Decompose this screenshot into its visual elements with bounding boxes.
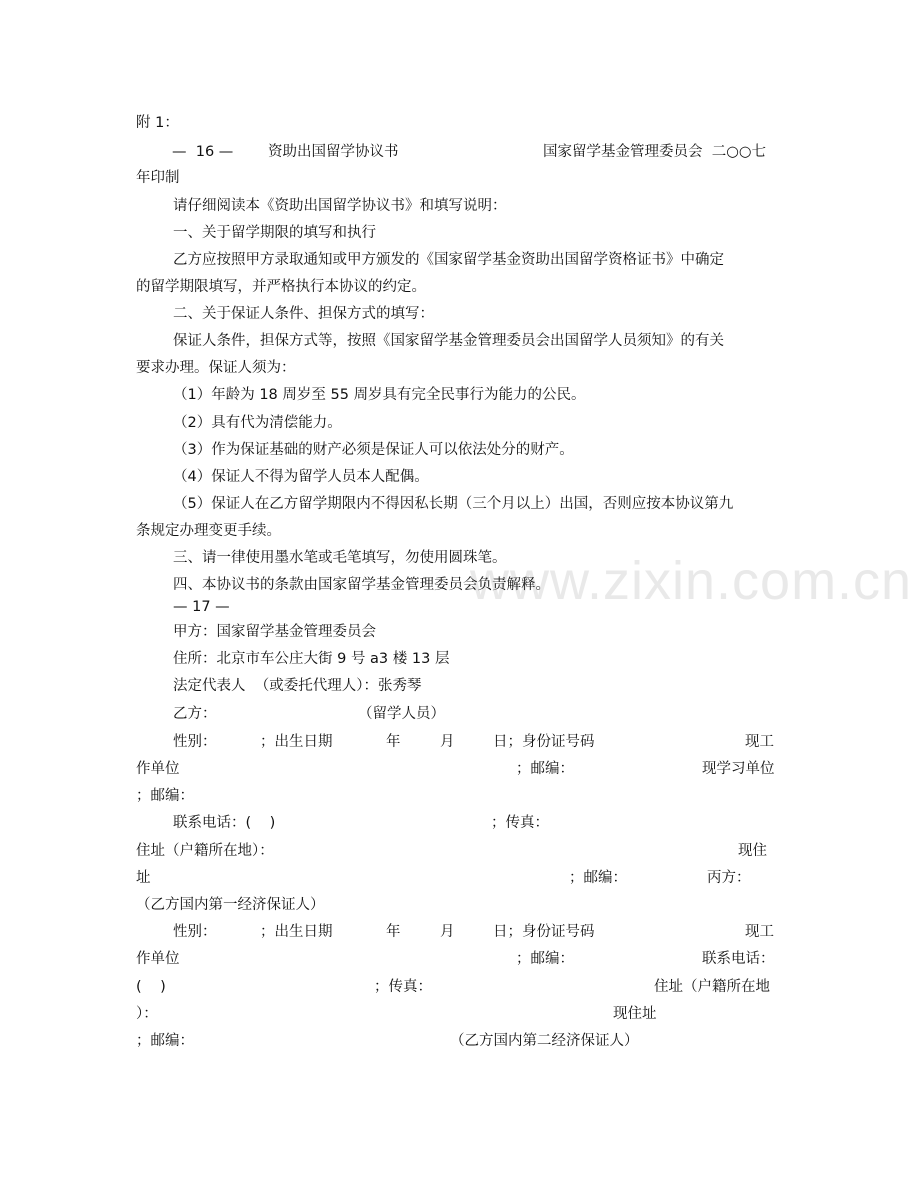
field-label: 联系电话：( ): [173, 815, 276, 831]
list-item: （3）作为保证基础的财产必须是保证人可以依法处分的财产。: [173, 442, 574, 458]
field-label: ；出生日期: [260, 734, 333, 750]
section-heading-3: 三、请一律使用墨水笔或毛笔填写，勿使用圆珠笔。: [173, 550, 507, 566]
party-a-address: 住所：北京市车公庄大街 9 号 a3 楼 13 层: [173, 651, 450, 667]
field-label: ( ): [136, 979, 166, 995]
field-label: ；传真：: [374, 979, 432, 995]
field-label: ；邮编：: [516, 951, 574, 967]
issuer-line: 国家留学基金管理委员会 二○○七: [543, 144, 767, 160]
field-label: 年: [386, 924, 401, 940]
page-number: — 16 —: [172, 144, 234, 160]
list-item: （5）保证人在乙方留学期限内不得因私长期（三个月以上）出国，否则应按本协议第九: [173, 496, 734, 512]
field-label: ）：: [136, 1006, 158, 1022]
field-label: ；邮编：: [136, 1033, 194, 1049]
party-a-line: 甲方：国家留学基金管理委员会: [173, 624, 376, 640]
field-label: 址: [136, 870, 151, 886]
field-label: 性别：: [173, 734, 217, 750]
field-label: ；传真：: [491, 815, 549, 831]
list-item: （4）保证人不得为留学人员本人配偶。: [173, 469, 429, 485]
section-heading-1: 一、关于留学期限的填写和执行: [173, 225, 376, 241]
field-label: ；邮编：: [569, 870, 627, 886]
field-label: 日；身份证号码: [493, 924, 595, 940]
field-label: 现工: [745, 924, 774, 940]
field-label: 现工: [745, 734, 774, 750]
field-label: 现住址: [613, 1006, 657, 1022]
field-label: 住址（户籍所在地）：: [136, 843, 274, 859]
party-c-label: 丙方：: [707, 870, 751, 886]
field-label: 现住: [738, 843, 767, 859]
field-label: 性别：: [173, 924, 217, 940]
paragraph-line: 条规定办理变更手续。: [136, 523, 281, 539]
page-number: — 17 —: [173, 599, 230, 615]
reading-instruction: 请仔细阅读本《资助出国留学协议书》和填写说明：: [173, 198, 507, 214]
watermark-text: www.zixin.com.cn: [470, 551, 913, 611]
field-label: 作单位: [136, 761, 180, 777]
section-heading-2: 二、关于保证人条件、担保方式的填写：: [173, 306, 434, 322]
field-label: 日；身份证号码: [493, 734, 595, 750]
field-label: 月: [440, 924, 455, 940]
field-label: ；邮编：: [136, 788, 194, 804]
field-label: 年: [386, 734, 401, 750]
paragraph-line: 乙方应按照甲方录取通知或甲方颁发的《国家留学基金资助出国留学资格证书》中确定: [173, 252, 724, 268]
print-note: 年印制: [136, 170, 180, 186]
party-b-role: （留学人员）: [358, 706, 445, 722]
field-label: 月: [440, 734, 455, 750]
field-label: 联系电话：: [702, 951, 775, 967]
section-heading-4: 四、本协议书的条款由国家留学基金管理委员会负责解释。: [173, 577, 550, 593]
field-label: 作单位: [136, 951, 180, 967]
paragraph-line: 要求办理。保证人须为：: [136, 360, 296, 376]
field-label: 住址（户籍所在地: [654, 979, 770, 995]
party-d-role: （乙方国内第二经济保证人）: [450, 1033, 639, 1049]
party-c-role: （乙方国内第一经济保证人）: [136, 897, 325, 913]
field-label: 现学习单位: [702, 761, 775, 777]
list-item: （1）年龄为 18 周岁至 55 周岁具有完全民事行为能力的公民。: [173, 387, 586, 403]
party-b-label: 乙方：: [173, 706, 217, 722]
party-a-representative: 法定代表人 （或委托代理人）：张秀琴: [173, 678, 422, 694]
field-label: ；出生日期: [260, 924, 333, 940]
document-title: 资助出国留学协议书: [268, 144, 399, 160]
field-label: ；邮编：: [516, 761, 574, 777]
paragraph-line: 保证人条件，担保方式等，按照《国家留学基金管理委员会出国留学人员须知》的有关: [173, 333, 724, 349]
list-item: （2）具有代为清偿能力。: [173, 415, 342, 431]
paragraph-line: 的留学期限填写，并严格执行本协议的约定。: [136, 279, 426, 295]
attachment-label: 附 1：: [136, 115, 179, 131]
